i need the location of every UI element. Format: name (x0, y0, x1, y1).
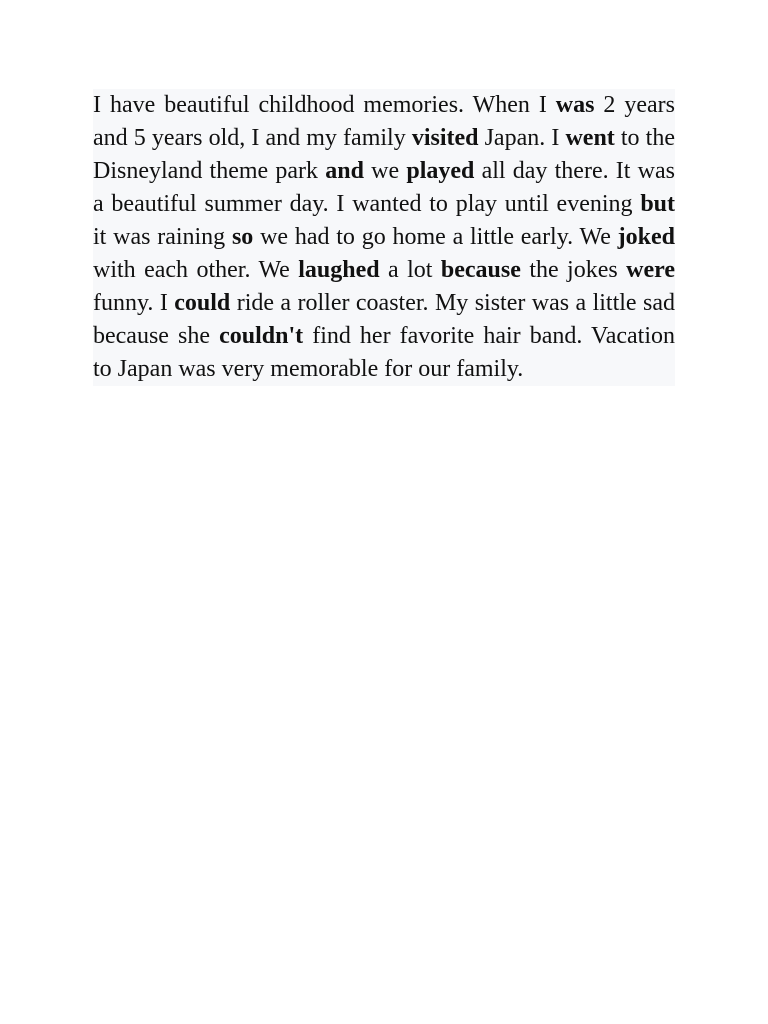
text-run: find her favorite hair band. Vacation to Japan was very memorable for our family. (93, 323, 675, 382)
bold-word: was (555, 92, 595, 118)
text-run: it was raining (93, 224, 232, 250)
bold-word: so (231, 224, 254, 250)
text-run: the jokes (520, 257, 627, 283)
text-run: we had to go home a little early. We (253, 224, 618, 250)
bold-word: joked (617, 224, 676, 250)
bold-word: because (440, 257, 521, 283)
text-run: Japan. I (478, 125, 566, 151)
text-run: I have beautiful childhood memories. When I (93, 92, 556, 118)
bold-word: couldn't (219, 323, 304, 349)
bold-word: were (626, 257, 675, 283)
text-run: funny. I (93, 290, 175, 316)
bold-word: went (565, 125, 615, 151)
bold-word: visited (411, 125, 479, 151)
text-run: ride a roller coaster. My sister was a little sad because she (93, 290, 675, 349)
text-run: we (363, 158, 407, 184)
story-paragraph (93, 89, 675, 386)
text-run: 2 years and 5 years old, I and my family (93, 92, 675, 151)
bold-word: played (406, 158, 475, 184)
text-run: all day there. It was a beautiful summer day. I wanted to play until evening (93, 158, 675, 217)
bold-word: but (640, 191, 675, 217)
bold-word: laughed (298, 257, 380, 283)
text-run: with each other. We (93, 257, 299, 283)
bold-word: and (325, 158, 364, 184)
bold-word: could (174, 290, 231, 316)
text-run: a lot (379, 257, 441, 283)
text-run: to the Disneyland theme park (93, 125, 675, 184)
